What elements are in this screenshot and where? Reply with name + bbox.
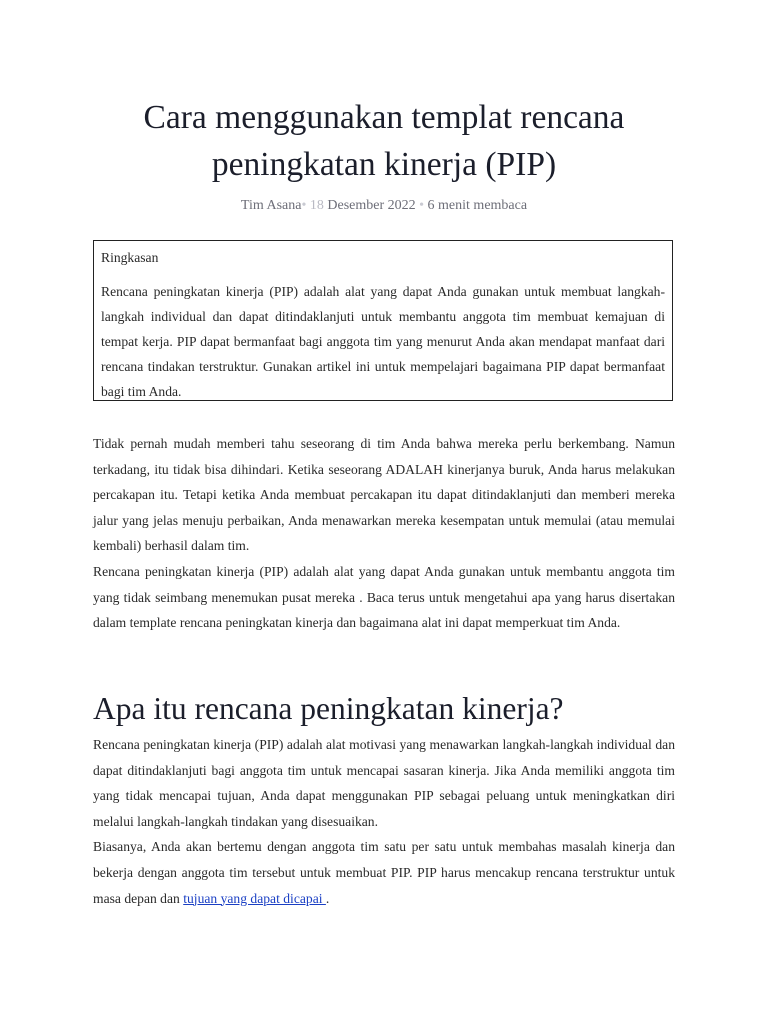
meta-separator: • — [419, 198, 425, 213]
intro-paragraph: Tidak pernah mudah memberi tahu seseorang di tim Anda bahwa mereka perlu berkembang. Namun terkadang, itu tidak bisa dihindari. Ketika seseorang ADALAH kinerjanya buruk, Anda harus melakukan percakapan itu. Tetapi ketika Anda membuat percakapan itu dapat ditindaklanjuti dan memberi mereka jalur yang jelas menuju perbaikan, Anda menawarkan mereka kesempatan untuk memulai (atau memulai kembali) berhasil dalam tim. — [93, 436, 675, 554]
read-time: 6 menit membaca — [427, 198, 528, 213]
section-heading: Apa itu rencana peningkatan kinerja? — [93, 691, 564, 726]
achievable-goals-link[interactable]: tujuan yang dapat dicapai — [183, 890, 326, 906]
meta-separator: • — [301, 198, 307, 213]
section-paragraph: Rencana peningkatan kinerja (PIP) adalah alat motivasi yang menawarkan langkah-langkah individual dan dapat ditindaklanjuti bagi anggota tim untuk mencapai sasaran kinerja. Jika Anda memiliki anggota tim yang tidak mencapai tujuan, Anda dapat menggunakan PIP sebagai peluang untuk meningkatkan diri melalui langkah-langkah tindakan yang disesuaikan. — [93, 737, 675, 829]
intro-paragraph: Rencana peningkatan kinerja (PIP) adalah alat yang dapat Anda gunakan untuk membantu anggota tim yang tidak seimbang menemukan pusat mereka . Baca terus untuk mengetahui apa yang harus disertakan dalam template rencana peningkatan kinerja dan bagaimana alat ini dapat memperkuat tim Anda. — [93, 563, 675, 631]
section-paragraph — [93, 834, 675, 911]
publish-day: 18 — [309, 198, 324, 213]
section-paragraph-end: . — [325, 890, 330, 906]
author-name[interactable]: Tim Asana — [240, 198, 302, 213]
intro-section — [93, 431, 675, 636]
summary-box — [93, 240, 673, 401]
publish-date: Desember 2022 — [327, 198, 416, 213]
section-paragraph-text: Biasanya, Anda akan bertemu dengan anggota tim satu per satu untuk membahas masalah kinerja dan bekerja dengan anggota tim tersebut untuk membuat PIP. PIP harus mencakup rencana terstruktur untuk masa depan dan — [93, 839, 675, 906]
section-body — [93, 732, 675, 911]
article-title: Cara menggunakan templat rencana peningkatan kinerja (PIP) — [143, 99, 625, 183]
summary-text: Rencana peningkatan kinerja (PIP) adalah alat yang dapat Anda gunakan untuk membuat langkah-langkah individual dan dapat ditindaklanjuti untuk membantu anggota tim membuat kemajuan di tempat kerja. PIP dapat bermanfaat bagi anggota tim yang menurut Anda akan mendapat manfaat dari rencana tindakan terstruktur. Gunakan artikel ini untuk mempelajari bagaimana PIP dapat bermanfaat bagi tim Anda. — [101, 284, 665, 399]
article-meta — [93, 196, 675, 216]
summary-heading: Ringkasan — [101, 250, 159, 265]
